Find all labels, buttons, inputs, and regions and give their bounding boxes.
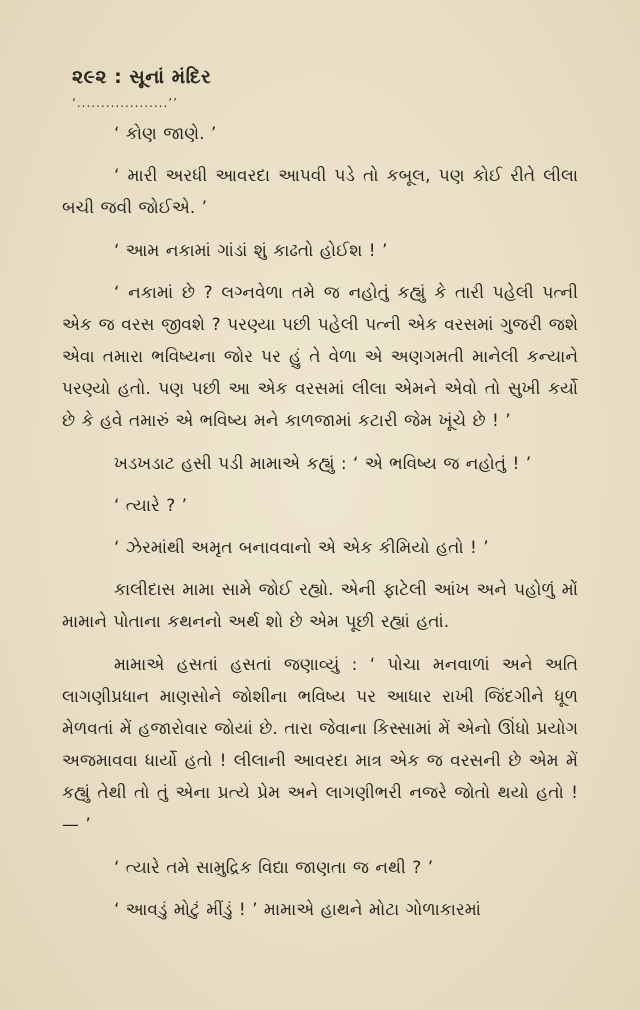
paragraph: કાલીદાસ મામા સામે જોઈ રહ્યો. એની ફાટેલી આંખ અને પહોળું મોં મામાને પોતાના કથનનો અર્થ શો છે એમ પૂછી રહ્યાં હતાં. bbox=[62, 580, 578, 632]
paragraph: ‘ આવડું મોટું મીંડું ! ’ મામાએ હાથને મોટા ગોળાકારમાં bbox=[114, 900, 481, 920]
paragraph: ‘ કોણ જાણે. ’ bbox=[114, 124, 217, 144]
body-text bbox=[62, 118, 578, 936]
paragraph: ‘ ત્યારે ? ’ bbox=[114, 496, 188, 516]
paragraph: ‘ ત્યારે તમે સામુદ્રિક વિદ્યા જાણતા જ નથી ? ’ bbox=[114, 858, 434, 878]
paragraph: ખડખડાટ હસી પડી મામાએ કહ્યું : ‘ એ ભવિષ્ય જ નહોતું ! ’ bbox=[114, 454, 532, 474]
paragraph: ‘ મારી અરધી આવરદા આપવી પડે તો કબૂલ, પણ કોઈ રીતે લીલા બચી જવી જોઈએ. ’ bbox=[62, 166, 578, 218]
header-dotted-rule: ‘...................’’ bbox=[72, 96, 178, 110]
paragraph: મામાએ હસતાં હસતાં જણાવ્યું : ‘ પોચા મનવાળાં અને અતિ લાગણીપ્રધાન માણસોને જોશીના ભવિષ્ય પર આધાર રાખી જિંદગીને ધૂળ મેળવતાં મેં હજારોવાર જોયાં છે. તારા જેવાના કિસ્સામાં મેં એનો ઊંધો પ્રયોગ અજમાવવા ધાર્યો હતો ! લીલાની આવરદા માત્ર એક જ વરસની છે એમ મેં કહ્યું તેથી તો તું એના પ્રત્યે પ્રેમ અને લાગણીભરી નજરે જોતો થયો હતો ! — ’ bbox=[62, 655, 578, 835]
paragraph: ‘ ઝેરમાંથી અમૃત બનાવવાનો એ એક કીમિયો હતો ! ’ bbox=[114, 538, 489, 558]
paragraph: ‘ આમ નકામાં ગાંડાં શું કાઢતો હોઈશ ! ’ bbox=[114, 241, 388, 261]
running-header: ૨૯૨ : સૂનાં મંદિર bbox=[72, 66, 212, 88]
paragraph: ‘ નકામાં છે ? લગ્નવેળા તમે જ નહોતું કહ્યું કે તારી પહેલી પત્ની એક જ વરસ જીવશે ? પરણ્યા પછી પહેલી પત્ની એક વરસમાં ગુજરી જશે એવા તમારા ભવિષ્યના જોર પર હું તે વેળા એ અણગમતી માનેલી કન્યાને પરણ્યો હતો. પણ પછી આ એક વરસમાં લીલા એમને એવો તો સુખી કર્યો છે કે હવે તમારું એ ભવિષ્ય મને કાળજામાં કટારી જેમ ખૂંચે છે ! ’ bbox=[62, 283, 578, 431]
